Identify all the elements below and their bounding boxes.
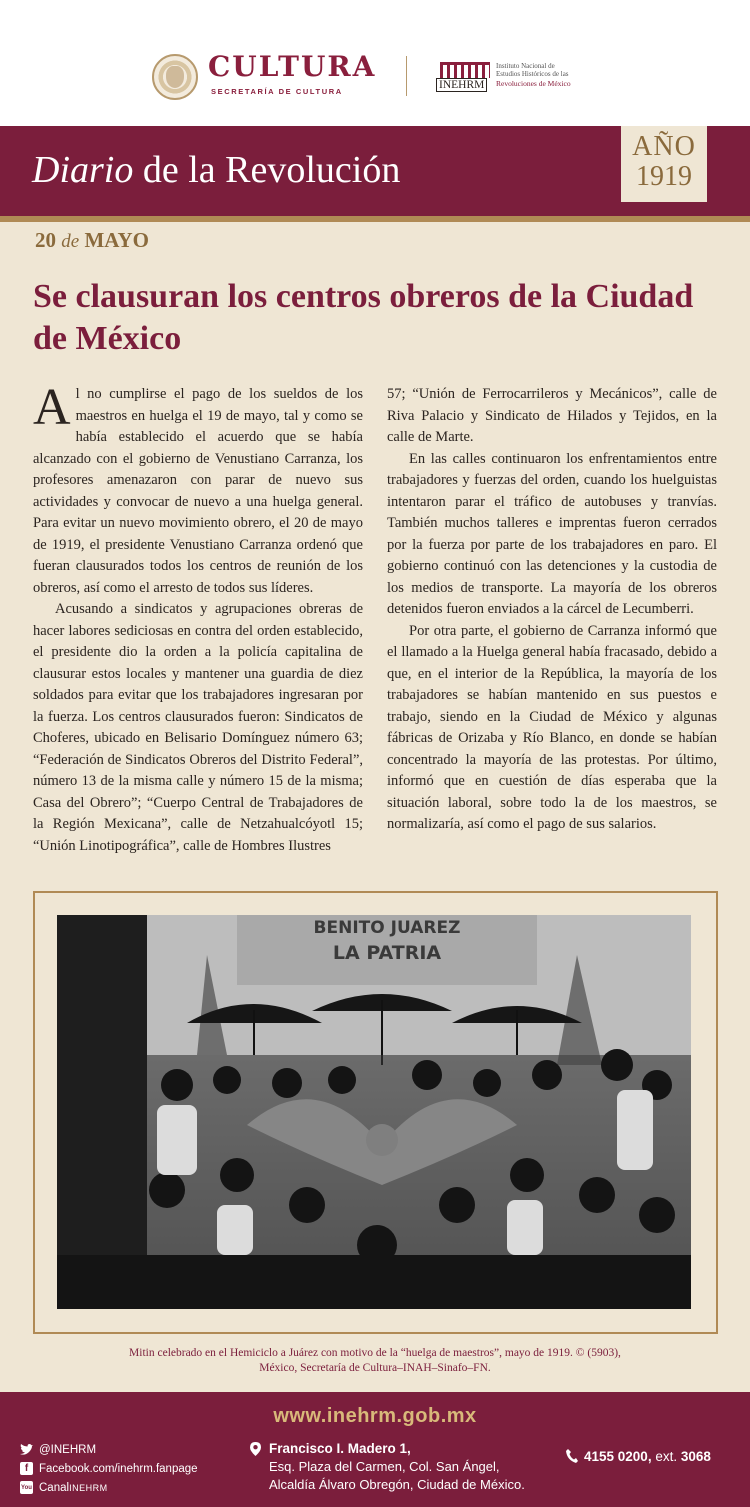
inehrm-name-line1: Instituto Nacional de bbox=[496, 62, 555, 70]
twitter-handle: @INEHRM bbox=[39, 1443, 97, 1456]
inehrm-full-name bbox=[496, 62, 569, 78]
year-badge bbox=[621, 126, 707, 202]
article-paragraph bbox=[33, 379, 363, 599]
photo-sign-top: BENITO JUAREZ bbox=[313, 918, 461, 938]
inehrm-building-icon bbox=[440, 62, 490, 78]
address-street: Francisco I. Madero 1, bbox=[269, 1441, 411, 1456]
year-label: AÑO bbox=[632, 131, 696, 162]
headline: Se clausuran los centros obreros de la Ciudad de México bbox=[33, 278, 694, 357]
photo-sign-bottom: LA PATRIA bbox=[332, 942, 442, 964]
website-link[interactable]: www.inehrm.gob.mx bbox=[273, 1405, 477, 1427]
inehrm-name-line2: Estudios Históricos de las bbox=[496, 70, 569, 78]
article-column-left bbox=[33, 379, 363, 857]
facebook-link[interactable] bbox=[20, 1459, 198, 1478]
banner-title-rest: de la Revolución bbox=[133, 149, 401, 191]
banner-title-italic: Diario bbox=[32, 149, 134, 191]
phone-contact[interactable] bbox=[566, 1449, 711, 1464]
article-date bbox=[35, 228, 149, 253]
social-links bbox=[20, 1440, 198, 1497]
date-day: 20 bbox=[35, 228, 56, 252]
cultura-logo-text: CULTURA bbox=[208, 50, 377, 83]
photo-illustration bbox=[57, 915, 691, 1309]
facebook-icon: f bbox=[20, 1462, 33, 1475]
youtube-icon: You bbox=[20, 1481, 33, 1494]
inehrm-name-line3: Revoluciones de México bbox=[496, 79, 571, 88]
address-line-3: Alcaldía Álvaro Obregón, Ciudad de México. bbox=[269, 1477, 525, 1492]
address-block bbox=[250, 1440, 525, 1494]
article-paragraph: 57; “Unión de Ferrocarrileros y Mecánicos”, calle de Riva Palacio y Sindicato de Hilados y Tejidos, en la calle de Marte. bbox=[387, 386, 717, 445]
banner-gold-rule bbox=[0, 216, 750, 222]
youtube-link[interactable] bbox=[20, 1478, 198, 1497]
youtube-prefix: Canal bbox=[39, 1481, 70, 1494]
cultura-subtitle: SECRETARÍA DE CULTURA bbox=[211, 87, 343, 96]
article-paragraph: Acusando a sindicatos y agrupaciones obreras de hacer labores sediciosas en contra del orden establecido, el presidente dio la orden a la policía capitalina de clausurar estos locales y mantener una guardia de diez soldados para evitar que los trabajadores ingresaran por la fuerza. Los centros clausurados fueron: Sindicatos de Choferes, ubicado en Belisario Domínguez número 63; “Federación de Sindicatos Obreros del Distrito Federal”, número 13 de la misma calle y número 15 de la misma; Casa del Obrero”; “Cuerpo Central de Trabajadores de la Región Mexicana”, calle de Netzahualcóyotl 15; “Unión Linotipográfica”, calle de Hombres Ilustres bbox=[33, 601, 363, 854]
article-paragraph: En las calles continuaron los enfrentamientos entre trabajadores y fuerzas del orden, cuando los huelguistas intentaron parar el tráfico de autobuses y tranvías. También muchos talleres e imprentas fueron cerrados por la fuerza por parte de los trabajadores en paro. El gobierno continuó con las detenciones y la custodia de los medios de transporte. La mayoría de los obreros detenidos fueron enviados a la cárcel de Lecumberri. bbox=[387, 450, 717, 617]
facebook-url: Facebook.com/inehrm.fanpage bbox=[39, 1462, 198, 1475]
twitter-icon bbox=[20, 1444, 33, 1456]
drop-cap: A bbox=[33, 379, 71, 436]
logo-divider bbox=[406, 56, 407, 96]
inehrm-logo-text: INEHRM bbox=[436, 78, 487, 92]
historic-photo bbox=[57, 915, 691, 1309]
article-column-right bbox=[387, 384, 717, 836]
banner-title bbox=[32, 148, 400, 192]
caption-line-1: Mitin celebrado en el Hemiciclo a Juárez con motivo de la “huelga de maestros”, mayo de 1919. © (5903), bbox=[129, 1347, 621, 1359]
paragraph-text: l no cumplirse el pago de los sueldos de los maestros en huelga el 19 de mayo, tal y como se había establecido el acuerdo que se había alcanzado con el gobierno de Venustiano Carranza, los profesores amenazaron con parar de nuevo sus actividades y convocar de nuevo a una huelga general. Para evitar un nuevo movimiento obrero, el 20 de mayo de 1919, el presidente Venustiano Carranza ordenó que fueran clausurados todos los centros de reunión de los obreros, así como el arresto de todos sus líderes. bbox=[33, 386, 363, 596]
address-line-2: Esq. Plaza del Carmen, Col. San Ángel, bbox=[269, 1459, 500, 1474]
date-month: MAYO bbox=[84, 228, 149, 252]
date-de: de bbox=[61, 231, 80, 252]
photo-caption bbox=[60, 1346, 690, 1376]
twitter-link[interactable] bbox=[20, 1440, 198, 1459]
phone-ext-label: ext. bbox=[651, 1449, 681, 1464]
phone-extension: 3068 bbox=[680, 1449, 711, 1464]
phone-number: 4155 0200, bbox=[584, 1449, 652, 1464]
caption-line-2: México, Secretaría de Cultura–INAH–Sinafo–FN. bbox=[259, 1362, 491, 1374]
year-number: 1919 bbox=[636, 161, 692, 192]
government-seal-icon bbox=[152, 54, 198, 100]
phone-icon bbox=[566, 1449, 578, 1463]
article-paragraph: Por otra parte, el gobierno de Carranza informó que el llamado a la Huelga general había fracasado, debido a que, en el interior de la República, la mayoría de los trabajadores se habían mantenido en sus puestos e trabajo, siendo en la Ciudad de México y algunas fábricas de Orizaba y Río Blanco, en donde se habían concentrado la mayoría de las protestas. Por último, informó que en cuestión de días esperaba que la situación laboral, sobre todo la de los maestros, se normalizaría, así como el pago de sus salarios. bbox=[387, 622, 717, 832]
youtube-channel: INEHRM bbox=[69, 1482, 108, 1493]
